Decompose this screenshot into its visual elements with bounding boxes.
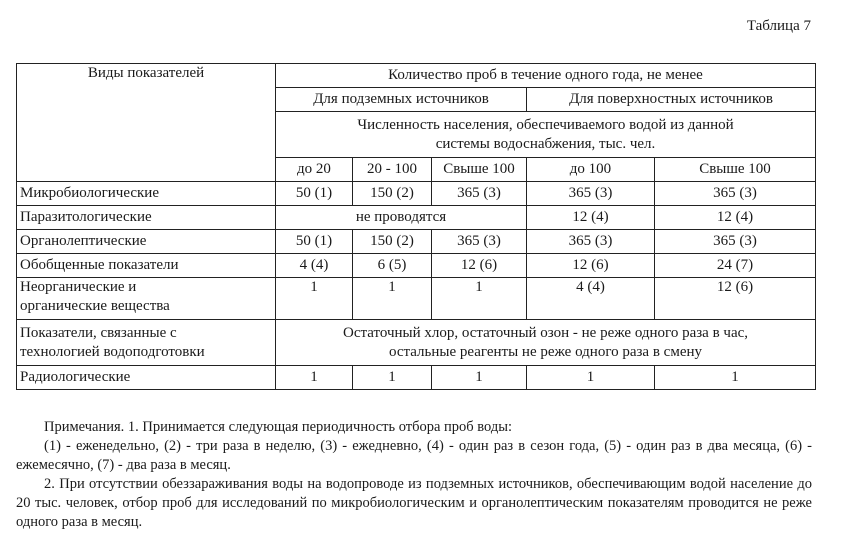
table-cell: 365 (3) (432, 230, 527, 254)
notes-legend: (1) - еженедельно, (2) - три раза в неделю, (3) - ежедневно, (4) - один раз в сезон года, (5) - один раз в два месяца, (6) - ежемесячно, (7) - два раза в месяц. (16, 438, 812, 473)
row-label: Неорганические и органические вещества (17, 278, 276, 320)
col-header: Свыше 100 (655, 158, 816, 182)
row-label: Радиологические (17, 366, 276, 390)
population-header: Численность населения, обеспечиваемого водой из данной системы водоснабжения, тыс. чел. (276, 112, 816, 158)
row-label: Паразитологические (17, 206, 276, 230)
table-cell: 1 (276, 278, 353, 320)
table-cell: 4 (4) (276, 254, 353, 278)
table-cell: 12 (4) (527, 206, 655, 230)
row-label: Микробиологические (17, 182, 276, 206)
notes-item-2: 2. При отсутствии обеззараживания воды на водопроводе из подземных источников, обеспечивающим водой население до 20 тыс. человек, отбор проб для исследований по микробиологическим и органолептическим показателям проводится не реже одного раза в месяц. (16, 476, 812, 530)
table-row (17, 206, 816, 230)
row-label: Органолептические (17, 230, 276, 254)
table-cell: 1 (276, 366, 353, 390)
table-cell: 365 (3) (655, 182, 816, 206)
col-header: до 20 (276, 158, 353, 182)
table-cell: 12 (4) (655, 206, 816, 230)
notes (16, 418, 812, 532)
table-cell: 1 (655, 366, 816, 390)
table-label: Таблица 7 (746, 18, 811, 34)
table-row (17, 320, 816, 366)
row-label: Показатели, связанные с технологией водоподготовки (17, 320, 276, 366)
row-label: Обобщенные показатели (17, 254, 276, 278)
table-cell: 50 (1) (276, 230, 353, 254)
surface-header: Для поверхностных источников (527, 88, 816, 112)
table-cell: 150 (2) (353, 182, 432, 206)
table-cell: 4 (4) (527, 278, 655, 320)
table-cell: 12 (6) (655, 278, 816, 320)
table-cell: 12 (6) (527, 254, 655, 278)
sampling-table (16, 63, 816, 390)
table-row (17, 366, 816, 390)
table-cell: 24 (7) (655, 254, 816, 278)
underground-header: Для подземных источников (276, 88, 527, 112)
table-cell: 365 (3) (527, 182, 655, 206)
indicators-header: Виды показателей (17, 64, 276, 182)
table-cell: 365 (3) (655, 230, 816, 254)
table-row (17, 278, 816, 320)
table-cell: 12 (6) (432, 254, 527, 278)
col-header: до 100 (527, 158, 655, 182)
table-cell: 50 (1) (276, 182, 353, 206)
col-header: 20 - 100 (353, 158, 432, 182)
notes-title: Примечания. 1. Принимается следующая периодичность отбора проб воды: (44, 419, 513, 435)
table-row (17, 254, 816, 278)
table-row (17, 230, 816, 254)
table-cell: 1 (527, 366, 655, 390)
table-cell: 150 (2) (353, 230, 432, 254)
table-cell: 365 (3) (527, 230, 655, 254)
samples-count-header: Количество проб в течение одного года, не менее (276, 64, 816, 88)
table-cell: 1 (432, 278, 527, 320)
table-cell: 1 (432, 366, 527, 390)
table-cell: не проводятся (276, 206, 527, 230)
table-cell: 6 (5) (353, 254, 432, 278)
col-header: Свыше 100 (432, 158, 527, 182)
table-cell: Остаточный хлор, остаточный озон - не реже одного раза в час, остальные реагенты не реже одного раза в смену (276, 320, 816, 366)
table-cell: 1 (353, 366, 432, 390)
table-cell: 365 (3) (432, 182, 527, 206)
table-row (17, 182, 816, 206)
table-cell: 1 (353, 278, 432, 320)
